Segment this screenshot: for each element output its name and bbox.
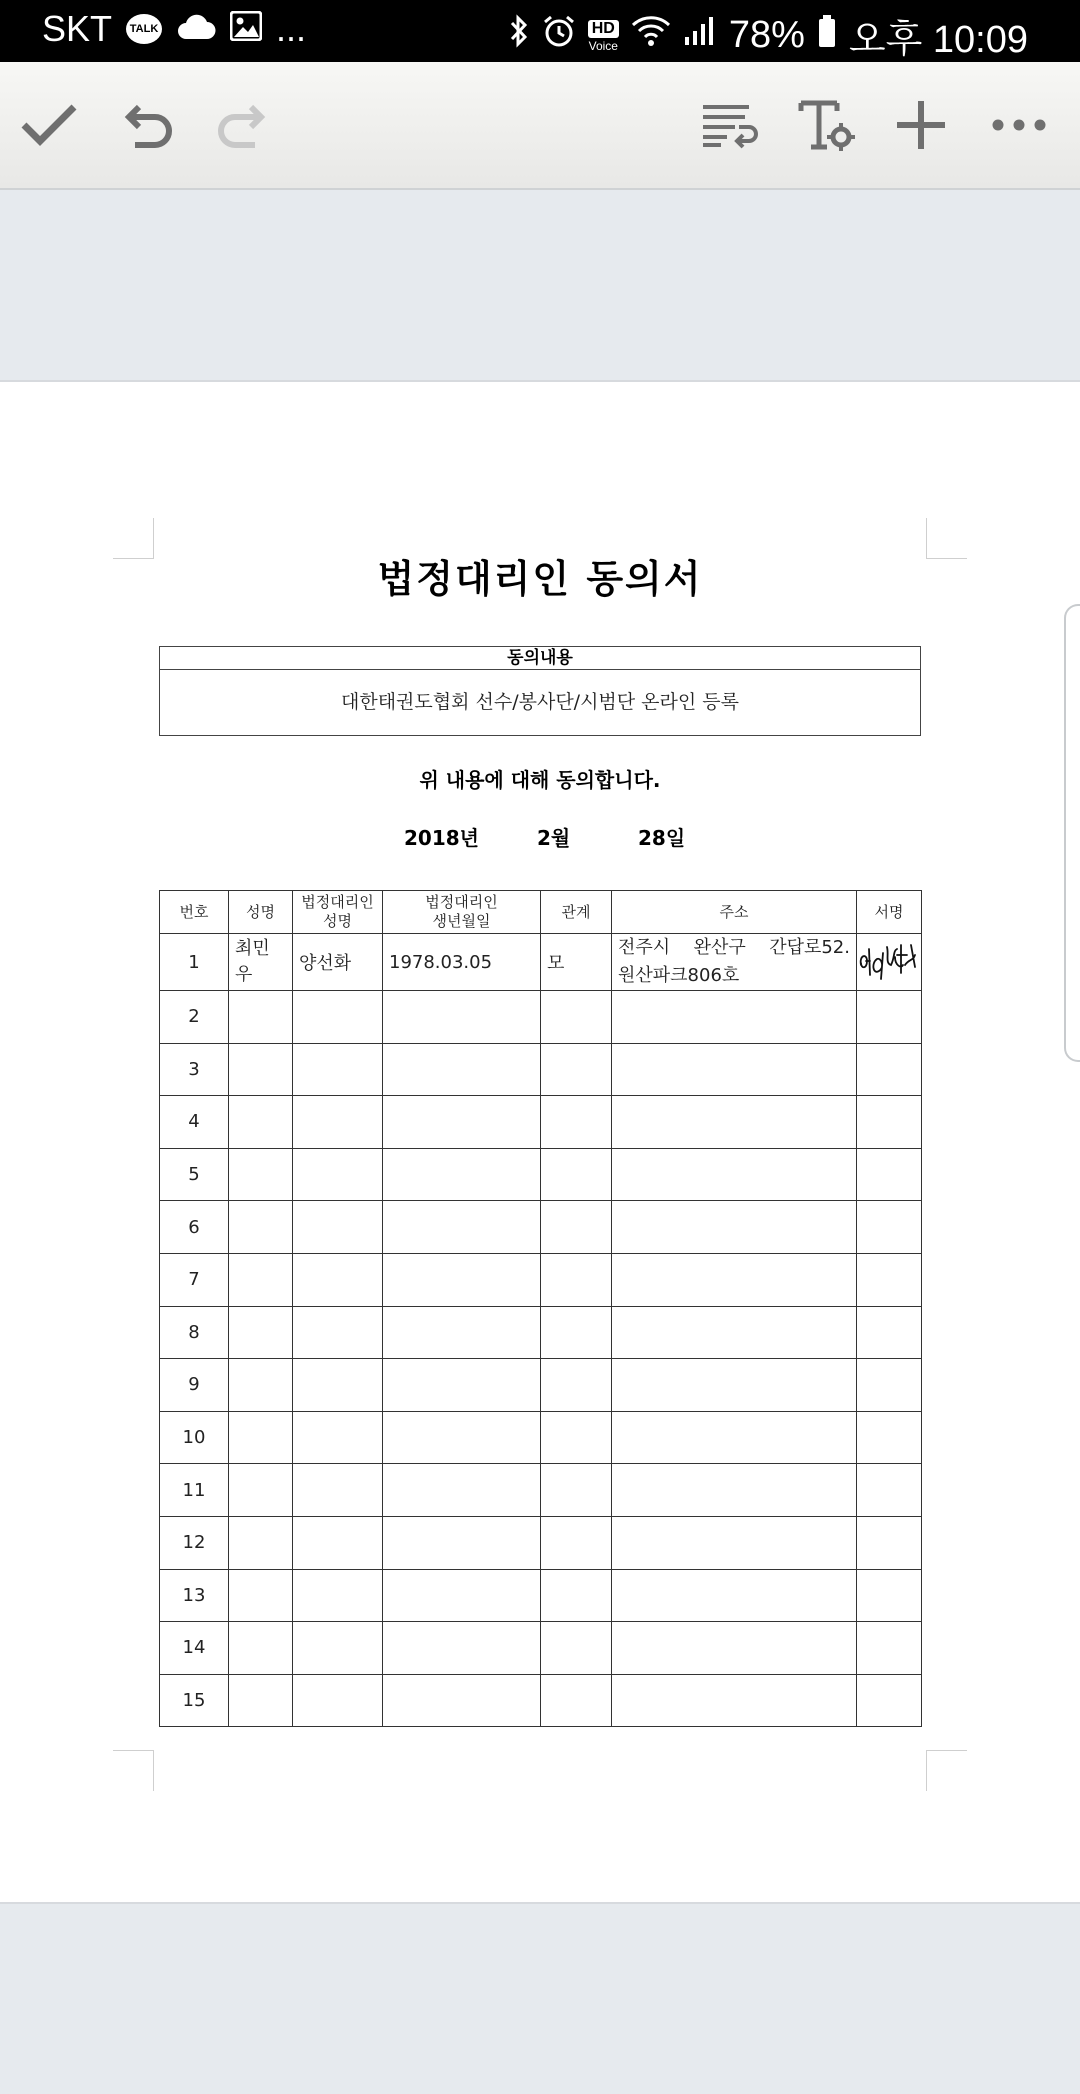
cell-number: 9 xyxy=(160,1359,229,1412)
cell-signature xyxy=(857,1411,922,1464)
hd-label: HD xyxy=(588,20,619,38)
cell-address xyxy=(612,1148,857,1201)
cell-signature xyxy=(857,1253,922,1306)
cell-number: 3 xyxy=(160,1043,229,1096)
cell-name xyxy=(229,1359,293,1412)
cell-relation xyxy=(541,1411,612,1464)
cell-relation xyxy=(541,1359,612,1412)
cell-address xyxy=(612,1464,857,1517)
cell-number: 8 xyxy=(160,1306,229,1359)
cell-guardian-name xyxy=(293,1253,383,1306)
status-right xyxy=(508,8,1028,63)
cell-guardian-birth xyxy=(383,1253,541,1306)
battery-icon xyxy=(817,14,837,58)
cell-address xyxy=(612,1411,857,1464)
cell-guardian-name xyxy=(293,1201,383,1254)
header-guardian-birth: 법정대리인 생년월일 xyxy=(383,891,541,934)
cell-relation xyxy=(541,1043,612,1096)
cell-name xyxy=(229,1096,293,1149)
cell-relation xyxy=(541,991,612,1044)
cell-relation xyxy=(541,1674,612,1727)
margin-corner-top-left xyxy=(113,518,154,559)
cell-name xyxy=(229,1411,293,1464)
status-bar xyxy=(0,0,1080,62)
voice-label: Voice xyxy=(588,38,618,53)
cell-guardian-name xyxy=(293,1516,383,1569)
cell-guardian-birth xyxy=(383,1043,541,1096)
cell-address xyxy=(612,934,857,991)
cell-relation: 모 xyxy=(541,934,612,991)
cell-number: 12 xyxy=(160,1516,229,1569)
table-row xyxy=(160,1516,922,1569)
cell-address xyxy=(612,1516,857,1569)
header-number: 번호 xyxy=(160,891,229,934)
cell-signature xyxy=(857,1201,922,1254)
cell-address xyxy=(612,1043,857,1096)
hd-voice-icon xyxy=(588,20,619,52)
text-wrap-icon[interactable] xyxy=(694,90,764,160)
cell-name xyxy=(229,1674,293,1727)
redo-icon[interactable] xyxy=(206,90,276,160)
cell-number: 2 xyxy=(160,991,229,1044)
table-row xyxy=(160,1201,922,1254)
table-row xyxy=(160,1306,922,1359)
table-row xyxy=(160,934,922,991)
cell-address xyxy=(612,1306,857,1359)
cell-relation xyxy=(541,1622,612,1675)
scroll-handle[interactable] xyxy=(1064,604,1080,1062)
header-address: 주소 xyxy=(612,891,857,934)
cell-signature xyxy=(857,934,922,991)
margin-corner-bottom-left xyxy=(113,1750,154,1791)
date-day: 28일 xyxy=(638,826,686,850)
cell-number: 13 xyxy=(160,1569,229,1622)
cell-guardian-name xyxy=(293,1306,383,1359)
table-row xyxy=(160,1464,922,1517)
cell-name xyxy=(229,991,293,1044)
table-row xyxy=(160,991,922,1044)
table-row xyxy=(160,1096,922,1149)
cell-guardian-name xyxy=(293,1359,383,1412)
cell-signature xyxy=(857,1306,922,1359)
editor-toolbar xyxy=(0,62,1080,190)
handwritten-signature xyxy=(857,935,921,985)
carrier-label: SKT xyxy=(42,8,113,49)
date-year: 2018년 xyxy=(404,826,479,850)
cell-guardian-name xyxy=(293,1569,383,1622)
cell-relation xyxy=(541,1306,612,1359)
undo-icon[interactable] xyxy=(114,90,184,160)
cell-name xyxy=(229,1622,293,1675)
cell-guardian-name xyxy=(293,1674,383,1727)
cell-guardian-birth xyxy=(383,1569,541,1622)
cell-address xyxy=(612,1359,857,1412)
cell-guardian-birth xyxy=(383,1464,541,1517)
table-row xyxy=(160,1674,922,1727)
cell-number: 10 xyxy=(160,1411,229,1464)
cell-name xyxy=(229,1569,293,1622)
more-notifications: ... xyxy=(276,8,307,49)
margin-corner-top-right xyxy=(926,518,967,559)
table-row xyxy=(160,1569,922,1622)
cell-guardian-birth xyxy=(383,991,541,1044)
cell-signature xyxy=(857,1569,922,1622)
cell-guardian-birth xyxy=(383,1622,541,1675)
cell-number: 14 xyxy=(160,1622,229,1675)
cell-name xyxy=(229,1306,293,1359)
cell-signature xyxy=(857,1464,922,1517)
image-icon xyxy=(230,8,262,50)
cell-guardian-birth xyxy=(383,1096,541,1149)
address-street: 간답로52. xyxy=(769,937,850,958)
cell-name xyxy=(229,1201,293,1254)
cell-guardian-birth xyxy=(383,1201,541,1254)
table-row xyxy=(160,1253,922,1306)
cell-guardian-name xyxy=(293,1411,383,1464)
cell-relation xyxy=(541,1201,612,1254)
cell-guardian-birth xyxy=(383,1359,541,1412)
check-icon[interactable] xyxy=(14,90,84,160)
cell-relation xyxy=(541,1464,612,1517)
cell-number: 11 xyxy=(160,1464,229,1517)
cell-relation xyxy=(541,1253,612,1306)
cell-number: 4 xyxy=(160,1096,229,1149)
cell-address xyxy=(612,1674,857,1727)
add-icon[interactable] xyxy=(886,90,956,160)
battery-percent: 78% xyxy=(728,14,805,56)
cell-number: 5 xyxy=(160,1148,229,1201)
text-format-icon[interactable] xyxy=(792,90,862,160)
cell-guardian-name xyxy=(293,1043,383,1096)
cell-name xyxy=(229,1516,293,1569)
cell-signature xyxy=(857,1622,922,1675)
signature-table xyxy=(159,890,922,1727)
status-left xyxy=(42,8,306,50)
cell-guardian-name xyxy=(293,1096,383,1149)
cell-guardian-birth: 1978.03.05 xyxy=(383,934,541,991)
clock: 오후 10:09 xyxy=(848,19,1028,61)
cell-guardian-birth xyxy=(383,1516,541,1569)
cell-relation xyxy=(541,1148,612,1201)
cell-signature xyxy=(857,1096,922,1149)
table-row xyxy=(160,1411,922,1464)
cell-name xyxy=(229,1464,293,1517)
cell-guardian-name xyxy=(293,1148,383,1201)
cell-relation xyxy=(541,1516,612,1569)
cell-address xyxy=(612,1569,857,1622)
table-row xyxy=(160,1359,922,1412)
table-row xyxy=(160,1622,922,1675)
cell-relation xyxy=(541,1569,612,1622)
address-line-2: 원산파크806호 xyxy=(618,965,740,986)
header-guardian-name: 법정대리인 성명 xyxy=(293,891,383,934)
header-relation: 관계 xyxy=(541,891,612,934)
margin-corner-bottom-right xyxy=(926,1750,967,1791)
address-line-1 xyxy=(618,934,850,962)
cell-guardian-name xyxy=(293,1464,383,1517)
document-title: 법정대리인 동의서 xyxy=(377,557,703,601)
date-month: 2월 xyxy=(537,826,571,850)
cell-relation xyxy=(541,1096,612,1149)
table-row xyxy=(160,1043,922,1096)
address-city: 전주시 xyxy=(618,937,671,958)
agree-statement: 위 내용에 대해 동의합니다. xyxy=(419,768,661,792)
cell-guardian-name: 양선화 xyxy=(293,934,383,991)
cell-name: 최민우 xyxy=(229,934,293,991)
bluetooth-icon xyxy=(508,14,530,58)
table-row xyxy=(160,1148,922,1201)
cell-address xyxy=(612,991,857,1044)
cell-guardian-birth xyxy=(383,1411,541,1464)
cell-signature xyxy=(857,1148,922,1201)
talk-icon: TALK xyxy=(126,14,162,44)
cell-address xyxy=(612,1253,857,1306)
cell-number: 15 xyxy=(160,1674,229,1727)
cell-signature xyxy=(857,1359,922,1412)
address-district: 완산구 xyxy=(693,937,746,958)
cell-guardian-birth xyxy=(383,1306,541,1359)
cell-name xyxy=(229,1148,293,1201)
cell-name xyxy=(229,1253,293,1306)
cell-number: 1 xyxy=(160,934,229,991)
cell-guardian-birth xyxy=(383,1674,541,1727)
header-name: 성명 xyxy=(229,891,293,934)
cell-signature xyxy=(857,1674,922,1727)
consent-box xyxy=(159,646,921,736)
cell-name xyxy=(229,1043,293,1096)
cell-address xyxy=(612,1622,857,1675)
signal-icon xyxy=(683,14,717,57)
cloud-icon xyxy=(176,8,216,50)
cell-number: 7 xyxy=(160,1253,229,1306)
header-signature: 서명 xyxy=(857,891,922,934)
cell-signature xyxy=(857,991,922,1044)
cell-guardian-name xyxy=(293,991,383,1044)
consent-header: 동의내용 xyxy=(160,647,920,670)
consent-body: 대한태권도협회 선수/봉사단/시범단 온라인 등록 xyxy=(340,691,739,713)
cell-number: 6 xyxy=(160,1201,229,1254)
more-icon[interactable] xyxy=(984,90,1054,160)
cell-address xyxy=(612,1096,857,1149)
cell-guardian-birth xyxy=(383,1148,541,1201)
cell-address xyxy=(612,1201,857,1254)
alarm-icon xyxy=(542,14,576,58)
wifi-icon xyxy=(631,14,671,57)
table-header-row xyxy=(160,891,922,934)
cell-signature xyxy=(857,1043,922,1096)
cell-guardian-name xyxy=(293,1622,383,1675)
cell-signature xyxy=(857,1516,922,1569)
